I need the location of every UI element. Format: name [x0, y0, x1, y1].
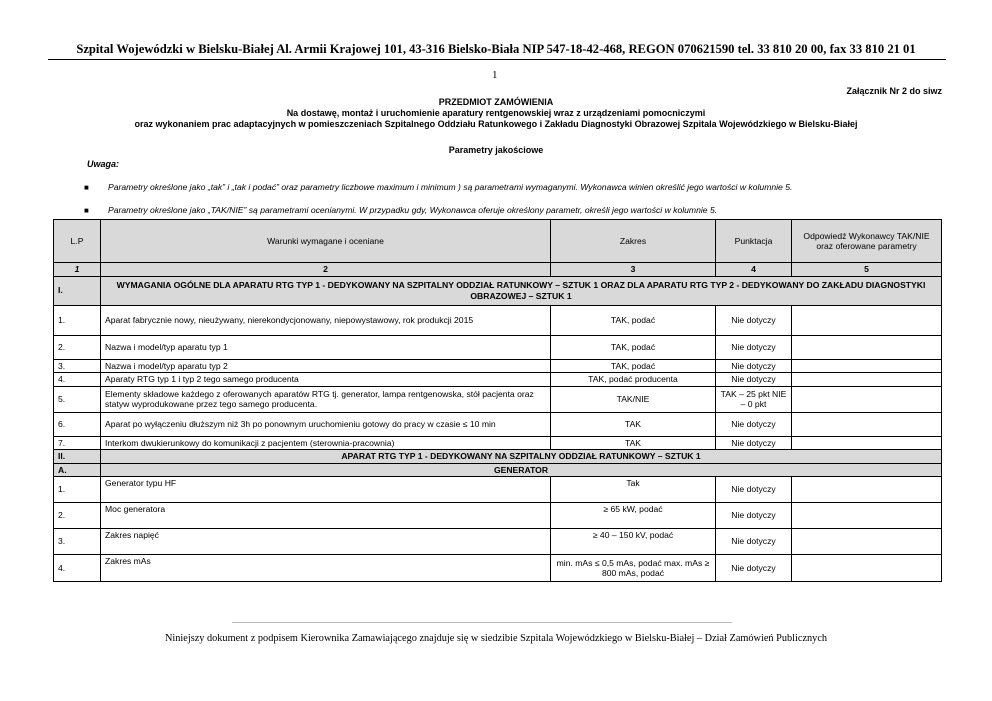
- table-row: [54, 305, 942, 335]
- cell-punktacja: Nie dotyczy: [716, 359, 792, 373]
- cell-odpowiedz[interactable]: [792, 386, 942, 412]
- title-subject: PRZEDMIOT ZAMÓWIENIA: [438, 97, 554, 107]
- title-line2: Na dostawę, montaż i uruchomienie aparatury rentgenowskiej wraz z urządzeniami pomocniczymi: [286, 108, 706, 118]
- cell-punktacja: Nie dotyczy: [716, 555, 792, 582]
- cell-punktacja: Nie dotyczy: [716, 436, 792, 450]
- cell-warunki: Nazwa i model/typ aparatu typ 1: [101, 335, 551, 359]
- cell-lp: 1.: [54, 477, 101, 503]
- cell-warunki: Zakres napięć: [101, 529, 551, 555]
- header-zakres: Zakres: [551, 220, 716, 263]
- cell-odpowiedz[interactable]: [792, 359, 942, 373]
- table-header-row: [54, 220, 942, 263]
- cell-zakres: TAK, podać producenta: [551, 373, 716, 387]
- cell-punktacja: TAK – 25 pkt NIE – 0 pkt: [716, 386, 792, 412]
- cell-odpowiedz[interactable]: [792, 412, 942, 436]
- table-row: [54, 503, 942, 529]
- cell-punktacja: Nie dotyczy: [716, 503, 792, 529]
- table-row: [54, 436, 942, 450]
- section-row: [54, 450, 942, 464]
- col-number: 2: [101, 263, 551, 277]
- cell-zakres: TAK/NIE: [551, 386, 716, 412]
- cell-zakres: TAK, podać: [551, 305, 716, 335]
- header-lp: L.P: [54, 220, 101, 263]
- cell-warunki: Aparat fabrycznie nowy, nieużywany, nierekondycjonowany, niepowystawowy, rok produkcji 2015: [101, 305, 551, 335]
- page-number: 1: [492, 69, 498, 81]
- cell-zakres: TAK, podać: [551, 359, 716, 373]
- section-title: WYMAGANIA OGÓLNE DLA APARATU RTG TYP 1 - DEDYKOWANY NA SZPITALNY ODDZIAŁ RATUNKOWY – SZTUK 1 ORAZ DLA APARATU RTG TYP 2 - DEDYKOWANY DO ZAKŁADU DIAGNOSTYKI OBRAZOWEJ – SZTUK 1: [101, 276, 942, 305]
- cell-lp: 7.: [54, 436, 101, 450]
- cell-warunki: Aparaty RTG typ 1 i typ 2 tego samego producenta: [101, 373, 551, 387]
- cell-zakres: TAK: [551, 436, 716, 450]
- cell-zakres: TAK, podać: [551, 335, 716, 359]
- cell-odpowiedz[interactable]: [792, 477, 942, 503]
- col-number: 3: [551, 263, 716, 277]
- cell-warunki: Elementy składowe każdego z oferowanych aparatów RTG tj. generator, lampa rentgenowska, stół pacjenta oraz statyw wyprodukowane przez tego samego producenta.: [101, 386, 551, 412]
- cell-warunki: Generator typu HF: [101, 477, 551, 503]
- cell-warunki: Interkom dwukierunkowy do komunikacji z pacjentem (sterownia-pracownia): [101, 436, 551, 450]
- uwaga-label: Uwaga:: [87, 159, 120, 169]
- table-row: [54, 477, 942, 503]
- table-row: [54, 373, 942, 387]
- cell-zakres: ≥ 40 – 150 kV, podać: [551, 529, 716, 555]
- cell-lp: 5.: [54, 386, 101, 412]
- cell-lp: 4.: [54, 373, 101, 387]
- section-row: [54, 276, 942, 305]
- cell-lp: 1.: [54, 305, 101, 335]
- cell-warunki: Nazwa i model/typ aparatu typ 2: [101, 359, 551, 373]
- bullet-icon: ■: [84, 183, 89, 192]
- cell-lp: 6.: [54, 412, 101, 436]
- table-row: [54, 529, 942, 555]
- cell-zakres: TAK: [551, 412, 716, 436]
- cell-lp: 4.: [54, 555, 101, 582]
- footer-note: Niniejszy dokument z podpisem Kierownika Zamawiającego znajduje się w siedzibie Szpitala Wojewódzkiego w Bielsku-Białej – Dział Zamówień Publicznych: [164, 633, 828, 644]
- cell-warunki: Moc generatora: [101, 503, 551, 529]
- section-title: APARAT RTG TYP 1 - DEDYKOWANY NA SZPITALNY ODDZIAŁ RATUNKOWY – SZTUK 1: [101, 450, 942, 464]
- table-row: [54, 335, 942, 359]
- cell-punktacja: Nie dotyczy: [716, 305, 792, 335]
- section-lp: II.: [54, 450, 101, 464]
- cell-punktacja: Nie dotyczy: [716, 373, 792, 387]
- cell-odpowiedz[interactable]: [792, 555, 942, 582]
- table-row: [54, 386, 942, 412]
- cell-odpowiedz[interactable]: [792, 503, 942, 529]
- header-punktacja: Punktacja: [716, 220, 792, 263]
- cell-lp: 2.: [54, 503, 101, 529]
- cell-odpowiedz[interactable]: [792, 335, 942, 359]
- footer-divider: [232, 622, 732, 623]
- title-line3: oraz wykonaniem prac adaptacyjnych w pomieszczeniach Szpitalnego Oddziału Ratunkowego i Zakładu Diagnostyki Obrazowej Szpitala Wojewódzkiego w Bielsku-Białej: [134, 119, 858, 129]
- table-row: [54, 412, 942, 436]
- cell-punktacja: Nie dotyczy: [716, 335, 792, 359]
- cell-warunki: Aparat po wyłączeniu dłuższym niż 3h po ponownym uruchomieniu gotowy do pracy w czasie ≤ 10 min: [101, 412, 551, 436]
- table-row: [54, 359, 942, 373]
- col-number: 5: [792, 263, 942, 277]
- column-number-row: [54, 263, 942, 277]
- section-lp: A.: [54, 463, 101, 477]
- cell-lp: 3.: [54, 359, 101, 373]
- letterhead: Szpital Wojewódzki w Bielsku-Białej Al. Armii Krajowej 101, 43-316 Bielsko-Biała NIP 547-18-42-468, REGON 070621590 tel. 33 810 20 00, fax 33 810 21 01: [76, 42, 916, 56]
- header-divider: [48, 59, 946, 60]
- params-heading: Parametry jakościowe: [448, 145, 544, 155]
- cell-zakres: min. mAs ≤ 0,5 mAs, podać max. mAs ≥ 800 mAs, podać: [551, 555, 716, 582]
- cell-punktacja: Nie dotyczy: [716, 477, 792, 503]
- cell-punktacja: Nie dotyczy: [716, 529, 792, 555]
- cell-zakres: Tak: [551, 477, 716, 503]
- col-number: 1: [54, 263, 101, 277]
- cell-odpowiedz[interactable]: [792, 305, 942, 335]
- bullet-icon: ■: [84, 206, 89, 215]
- note-2: Parametry określone jako „TAK/NIE” są parametrami ocenianymi. W przypadku gdy, Wykonawca oferuje określony parametr, określi jego wartości w kolumnie 5.: [108, 205, 718, 215]
- annex-label: Załącznik Nr 2 do siwz: [846, 86, 942, 96]
- cell-lp: 3.: [54, 529, 101, 555]
- requirements-table: [53, 219, 942, 582]
- cell-odpowiedz[interactable]: [792, 373, 942, 387]
- section-title: GENERATOR: [101, 463, 942, 477]
- cell-warunki: Zakres mAs: [101, 555, 551, 582]
- cell-zakres: ≥ 65 kW, podać: [551, 503, 716, 529]
- header-warunki: Warunki wymagane i oceniane: [101, 220, 551, 263]
- section-row: [54, 463, 942, 477]
- note-1: Parametry określone jako „tak” i „tak i podać” oraz parametry liczbowe maximum i minimum ) są parametrami wymaganymi. Wykonawca winien określić jego wartości w kolumnie 5.: [108, 182, 793, 192]
- cell-lp: 2.: [54, 335, 101, 359]
- section-lp: I.: [54, 276, 101, 305]
- cell-punktacja: Nie dotyczy: [716, 412, 792, 436]
- cell-odpowiedz[interactable]: [792, 436, 942, 450]
- table-row: [54, 555, 942, 582]
- cell-odpowiedz[interactable]: [792, 529, 942, 555]
- header-odpowiedz: Odpowiedź Wykonawcy TAK/NIE oraz oferowane parametry: [792, 220, 942, 263]
- col-number: 4: [716, 263, 792, 277]
